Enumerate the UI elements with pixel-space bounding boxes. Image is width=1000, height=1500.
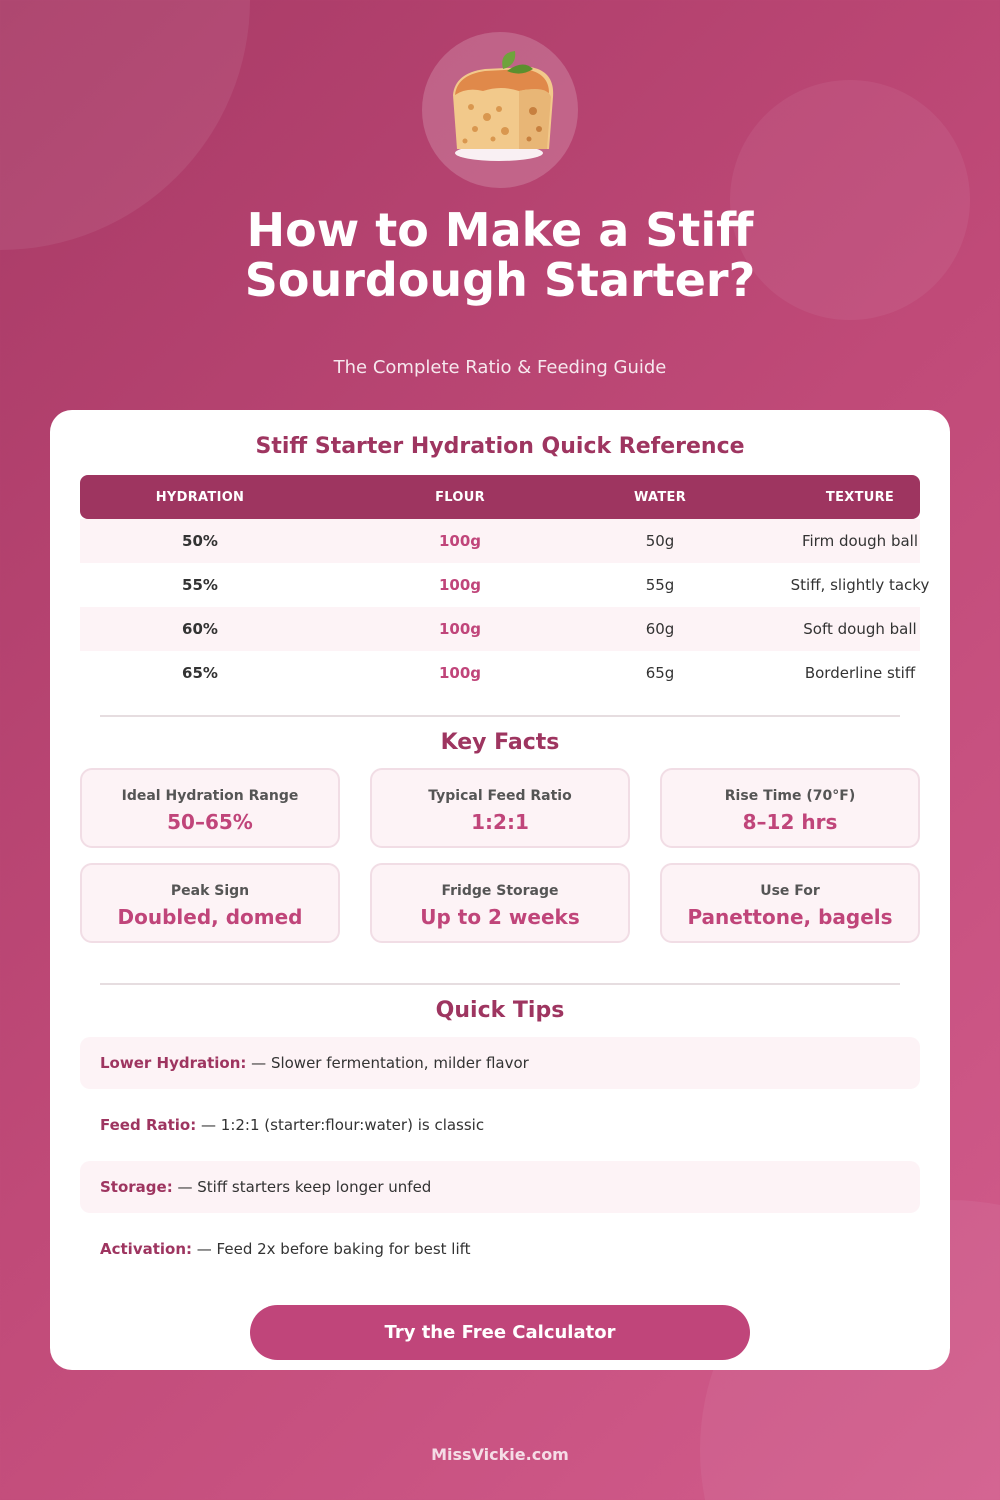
fact-card bbox=[80, 768, 340, 848]
tip-key: Feed Ratio: bbox=[100, 1116, 197, 1134]
column-header-hydration: HYDRATION bbox=[155, 490, 245, 505]
tip-item bbox=[80, 1037, 920, 1089]
tip-key: Lower Hydration: bbox=[100, 1054, 247, 1072]
logo-badge bbox=[422, 32, 578, 188]
fact-value: Doubled, domed bbox=[117, 905, 303, 929]
table-row bbox=[80, 563, 930, 607]
tip-text: — Slower fermentation, milder flavor bbox=[246, 1054, 529, 1072]
table-header bbox=[80, 475, 920, 519]
cell-texture: Borderline stiff bbox=[804, 664, 916, 682]
tip-item bbox=[80, 1099, 920, 1151]
table-title: Stiff Starter Hydration Quick Reference bbox=[255, 434, 745, 459]
page-title bbox=[0, 205, 1000, 305]
cell-hydration: 65% bbox=[182, 664, 218, 682]
fact-label: Rise Time (70°F) bbox=[724, 788, 856, 804]
section-divider bbox=[100, 715, 900, 717]
page-subtitle: The Complete Ratio & Feeding Guide bbox=[333, 357, 667, 378]
fact-value: Panettone, bagels bbox=[687, 905, 893, 929]
cell-flour: 100g bbox=[438, 576, 482, 594]
fact-label: Typical Feed Ratio bbox=[428, 788, 572, 804]
tip-item bbox=[80, 1223, 920, 1275]
cell-hydration: 55% bbox=[182, 576, 218, 594]
fact-card bbox=[370, 863, 630, 943]
column-header-flour: FLOUR bbox=[435, 490, 485, 505]
tips-title: Quick Tips bbox=[435, 998, 565, 1023]
table-row bbox=[80, 607, 920, 651]
table-row bbox=[80, 519, 920, 563]
tip-text: — 1:2:1 (starter:flour:water) is classic bbox=[196, 1116, 485, 1134]
title-line-2: Sourdough Starter? bbox=[244, 253, 756, 307]
cell-hydration: 60% bbox=[182, 620, 218, 638]
fact-value: 50–65% bbox=[167, 810, 253, 834]
fact-value: 8–12 hrs bbox=[742, 810, 838, 834]
fact-card bbox=[660, 863, 920, 943]
fact-label: Fridge Storage bbox=[441, 883, 559, 899]
tip-text: — Feed 2x before baking for best lift bbox=[192, 1240, 471, 1258]
tip-key: Storage: bbox=[100, 1178, 173, 1196]
cell-texture: Firm dough ball bbox=[801, 532, 919, 550]
column-header-texture: TEXTURE bbox=[825, 490, 895, 505]
cell-water: 60g bbox=[645, 620, 675, 638]
bread-icon bbox=[435, 45, 565, 175]
cell-flour: 100g bbox=[438, 620, 482, 638]
fact-label: Peak Sign bbox=[170, 883, 250, 899]
cell-texture: Soft dough ball bbox=[803, 620, 917, 638]
cell-flour: 100g bbox=[438, 664, 482, 682]
cell-hydration: 50% bbox=[182, 532, 218, 550]
fact-label: Use For bbox=[760, 883, 820, 899]
title-line-1: How to Make a Stiff bbox=[246, 203, 754, 257]
table-row bbox=[80, 651, 920, 695]
cell-water: 65g bbox=[645, 664, 675, 682]
facts-title: Key Facts bbox=[440, 730, 560, 755]
fact-label: Ideal Hydration Range bbox=[121, 788, 299, 804]
cell-flour: 100g bbox=[438, 532, 482, 550]
footer-brand[interactable]: MissVickie.com bbox=[431, 1445, 569, 1464]
tip-item bbox=[80, 1161, 920, 1213]
fact-value: Up to 2 weeks bbox=[420, 905, 580, 929]
column-header-water: WATER bbox=[633, 490, 687, 505]
fact-card bbox=[80, 863, 340, 943]
cell-texture: Stiff, slightly tacky bbox=[790, 576, 930, 594]
cell-water: 55g bbox=[645, 576, 675, 594]
calculator-button[interactable]: Try the Free Calculator bbox=[250, 1305, 750, 1360]
tip-text: — Stiff starters keep longer unfed bbox=[172, 1178, 432, 1196]
content-card bbox=[50, 410, 950, 1370]
fact-card bbox=[370, 768, 630, 848]
section-divider bbox=[100, 983, 900, 985]
tip-key: Activation: bbox=[100, 1240, 193, 1258]
fact-value: 1:2:1 bbox=[471, 810, 529, 834]
fact-card bbox=[660, 768, 920, 848]
cell-water: 50g bbox=[645, 532, 675, 550]
